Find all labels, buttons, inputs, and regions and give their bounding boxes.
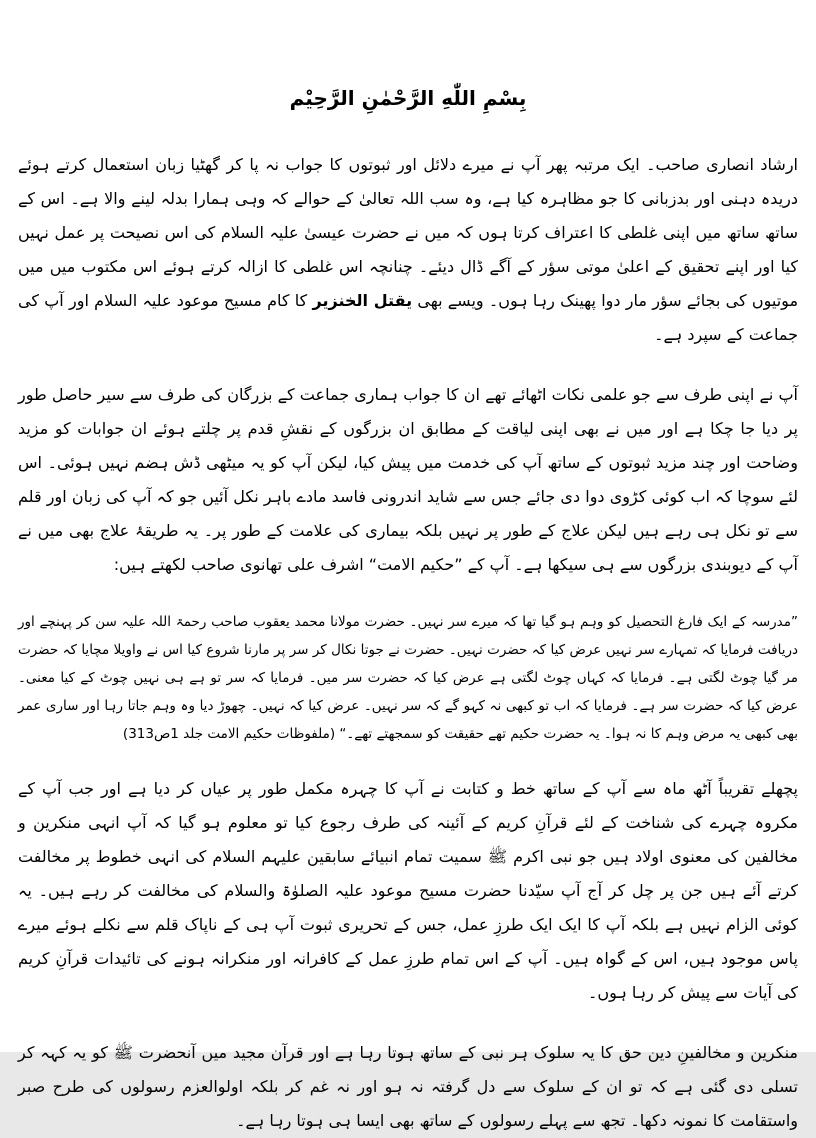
text-run: منکرین و مخالفینِ دین حق کا یہ سلوک ہر نبی کے ساتھ ہوتا رہا ہے اور قرآن مجید میں آنحضرت ﷺ کو یہ کہہ کر تسلی دی گئی ہے کہ تو ان کے سلوک سے دل گرفتہ نہ ہو اور نہ غم کر بلکہ اولوالعزم رسولوں کی طرح صبر واستقامت کا نمونہ دکھا۔ تجھ سے پہلے رسولوں کے ساتھ بھی ایسا ہی ہوتا رہا ہے۔ [18, 1043, 798, 1130]
paragraph-2 [18, 378, 798, 582]
text-run: پچھلے تقریباً آٹھ ماہ سے آپ کے ساتھ خط و کتابت نے آپ کا چہرہ مکمل طور پر عیاں کر دیا ہے اور جب آپ کے مکروہ چہرے کی شناخت کے لئے قرآنِ کریم کے آئینہ کی طرف رجوع کیا تو معلوم ہو گیا کہ آپ انہی منکرین و مخالفین کی معنوی اولاد ہیں جو نبی اکرم ﷺ سمیت تمام انبیائے سابقین علیہم السلام کی انہی خطوط پر مخالفت کرتے آئے ہیں جن پر چل کر آج آپ سیّدنا حضرت مسیح موعود علیہ الصلوٰۃ والسلام کی مخالفت کر رہے ہیں۔ یہ کوئی الزام نہیں ہے بلکہ آپ کا ایک ایک طرزِ عمل، جس کے تحریری ثبوت آپ ہی کے ناپاک قلم سے نکلے ہوئے میرے پاس موجود ہیں، اس کے گواہ ہیں۔ آپ کے اس تمام طرزِ عمل کے کافرانہ اور منکرانہ ہونے کی تائیدات قرآنِ کریم کی آیات سے پیش کر رہا ہوں۔ [18, 779, 799, 1002]
paragraph-3 [18, 772, 798, 1010]
text-run: ”مدرسہ کے ایک فارغ التحصیل کو وہم ہو گیا تھا کہ میرے سر نہیں۔ حضرت مولانا محمد یعقوب صاحب رحمۃ اللہ علیہ سن کر پہنچے اور دریافت فرمایا کہ تمہارے سر نہیں عرض کیا کہ حضرت نہیں۔ حضرت نے جوتا نکال کر سر پر مارنا شروع کیا اس نے واویلا مچایا کہ حضرت مر گیا چوٹ لگتی ہے۔ فرمایا کہ کہاں چوٹ لگتی ہے عرض کیا کہ حضرت سر میں۔ فرمایا کہ سر تو ہے ہی نہیں چوٹ کے کیا معنی۔ عرض کیا کہ حضرت سر ہے۔ فرمایا کہ اب تو کبھی نہ کہو گے کہ سر نہیں۔ عرض کیا کہ نہیں۔ چھوڑ دیا وہ وہم جاتا رہا اور ساری عمر بھی کبھی یہ مرض وہم کا نہ ہوا۔ یہ حضرت حکیم تھے حقیقت کو سمجھتے تھے۔“ (ملفوظات حکیم الامت جلد 1ص313) [18, 614, 798, 742]
paragraph-4 [18, 1036, 798, 1138]
text-run: کا کام مسیح موعود علیہ السلام اور آپ کی جماعت کے سپرد ہے۔ [18, 291, 798, 344]
quote-block [18, 608, 798, 748]
bismillah-heading: بِسْمِ اللّٰهِ الرَّحْمٰنِ الرَّحِيْم [289, 86, 527, 110]
bold-phrase: یقتل الخنزیر [312, 291, 413, 310]
text-run: ارشاد انصاری صاحب۔ ایک مرتبہ پھر آپ نے میرے دلائل اور ثبوتوں کا جواب نہ پا کر گھٹیا زبان استعمال کرتے ہوئے دریدہ دہنی اور بدزبانی کا جو مظاہرہ کیا ہے، وہ سب اللہ تعالیٰ کے حوالے کہ وہی ہمارا بدلہ لینے والا ہے۔ اس کے ساتھ ساتھ میں اپنی غلطی کا اعتراف کرتا ہوں کہ میں نے حضرت عیسیٰ علیہ السلام کی اس نصیحت پر عمل نہیں کیا اور اپنے تحقیق کے اعلیٰ موتی سؤر کے آگے ڈال دیئے۔ چنانچہ اس غلطی کا ازالہ کرتے ہوئے اس مکتوب میں میں موتیوں کی بجائے سؤر مار دوا پھینک رہا ہوں۔ ویسے بھی [18, 155, 799, 310]
paragraph-1 [18, 148, 798, 352]
document-body [18, 148, 798, 1138]
text-run: آپ نے اپنی طرف سے جو علمی نکات اٹھائے تھے ان کا جواب ہماری جماعت کے بزرگان کی طرف سے سیر حاصل طور پر دیا جا چکا ہے اور میں نے بھی اپنی لیاقت کے مطابق ان بزرگوں کے نقشِ قدم پر چلتے ہوئے ان جوابات کو مزید وضاحت اور چند مزید ثبوتوں کے ساتھ آپ کی خدمت میں پیش کیا، لیکن آپ کو یہ میٹھی ڈش ہضم نہیں ہوئی۔ اس لئے سوچا کہ اب کوئی کڑوی دوا دی جائے جس سے شاید اندرونی فاسد مادے باہر نکل آئیں جو کہ آپ کی زبان اور قلم سے تو نکل ہی رہے ہیں لیکن علاج کے طور پر نہیں بلکہ بیماری کی علامت کے طور پر۔ یہ طریقۂ علاج بھی میں نے آپ کے دیوبندی بزرگوں سے ہی سیکھا ہے۔ آپ کے ”حکیم الامت“ اشرف علی تھانوی صاحب لکھتے ہیں: [18, 385, 798, 574]
